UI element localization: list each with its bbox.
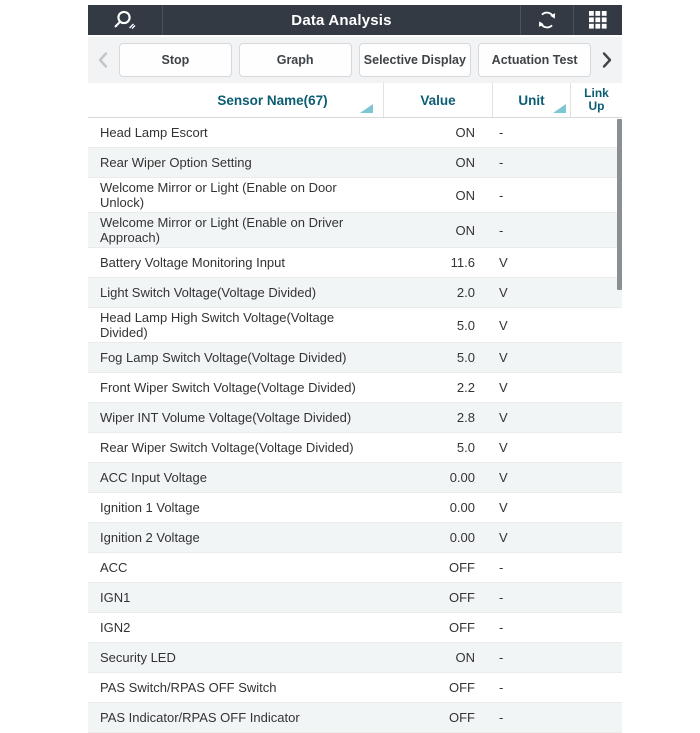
sensor-value-cell: 5.0 bbox=[456, 440, 475, 455]
sensor-link-up-cell bbox=[570, 673, 622, 702]
sensor-name-cell: ACC bbox=[100, 560, 128, 575]
column-header-label: Sensor Name(67) bbox=[217, 92, 328, 108]
sensor-value-cell: OFF bbox=[449, 710, 475, 725]
sensor-link-up-cell bbox=[570, 278, 622, 307]
grid-menu-icon bbox=[589, 11, 607, 29]
sensor-link-up-cell bbox=[570, 703, 622, 732]
sensor-unit-cell: - bbox=[499, 680, 504, 695]
sensor-link-up-cell bbox=[570, 523, 622, 552]
sensor-name-cell: Rear Wiper Option Setting bbox=[100, 155, 252, 170]
scroll-right-button[interactable] bbox=[596, 51, 618, 69]
column-header-sensor-name[interactable] bbox=[88, 83, 383, 117]
table-row[interactable] bbox=[88, 178, 622, 213]
sensor-value-cell: ON bbox=[455, 187, 475, 203]
refresh-button[interactable] bbox=[520, 5, 573, 35]
sensor-link-up-cell bbox=[570, 643, 622, 672]
sensor-unit-cell: - bbox=[499, 222, 504, 238]
scroll-left-button[interactable] bbox=[92, 51, 114, 69]
table-row[interactable] bbox=[88, 118, 622, 148]
table-row[interactable] bbox=[88, 308, 622, 343]
sensor-value-cell: 5.0 bbox=[456, 317, 475, 333]
toolbar-button-actuation-test[interactable]: Actuation Test bbox=[478, 43, 591, 77]
sensor-link-up-cell bbox=[570, 178, 622, 212]
column-header-label: Link Up bbox=[584, 86, 609, 113]
sensor-unit-cell: - bbox=[499, 187, 504, 203]
table-row[interactable] bbox=[88, 463, 622, 493]
title-bar bbox=[88, 5, 622, 35]
sensor-link-up-cell bbox=[570, 463, 622, 492]
table-row[interactable] bbox=[88, 343, 622, 373]
sensor-value-cell: 2.0 bbox=[456, 285, 475, 300]
toolbar-button-stop[interactable]: Stop bbox=[119, 43, 232, 77]
vertical-scrollbar-thumb[interactable] bbox=[617, 119, 622, 290]
sensor-name-cell: PAS Switch/RPAS OFF Switch bbox=[100, 680, 277, 695]
sensor-unit-cell: V bbox=[499, 470, 508, 485]
sensor-name-cell: Welcome Mirror or Light (Enable on Door Unlock) bbox=[100, 180, 337, 210]
sensor-link-up-cell bbox=[570, 613, 622, 642]
column-header-value[interactable] bbox=[383, 83, 492, 117]
sensor-value-cell: 2.2 bbox=[456, 380, 475, 395]
refresh-icon bbox=[536, 9, 558, 31]
sensor-value-cell: 2.8 bbox=[456, 410, 475, 425]
sensor-link-up-cell bbox=[570, 583, 622, 612]
sensor-link-up-cell bbox=[570, 553, 622, 582]
sensor-value-cell: 5.0 bbox=[456, 350, 475, 365]
sensor-value-cell: ON bbox=[455, 155, 475, 170]
page-title: Data Analysis bbox=[291, 11, 392, 29]
table-row[interactable] bbox=[88, 433, 622, 463]
sensor-unit-cell: - bbox=[499, 650, 504, 665]
sensor-link-up-cell bbox=[570, 248, 622, 277]
sensor-unit-cell: V bbox=[499, 285, 508, 300]
sensor-name-cell: IGN1 bbox=[100, 590, 131, 605]
sensor-link-up-cell bbox=[570, 148, 622, 177]
sensor-unit-cell: - bbox=[499, 125, 504, 140]
sensor-name-cell: Head Lamp High Switch Voltage(Voltage Divided) bbox=[100, 310, 335, 340]
sensor-name-cell: PAS Indicator/RPAS OFF Indicator bbox=[100, 710, 300, 725]
sensor-value-cell: OFF bbox=[449, 620, 475, 635]
sensor-unit-cell: - bbox=[499, 620, 504, 635]
sensor-value-cell: ON bbox=[455, 222, 475, 238]
sensor-unit-cell: V bbox=[499, 440, 508, 455]
sensor-name-cell: Light Switch Voltage(Voltage Divided) bbox=[100, 285, 317, 300]
column-header-label: Value bbox=[420, 92, 456, 108]
sensor-unit-cell: V bbox=[499, 255, 508, 270]
sensor-name-cell: Ignition 2 Voltage bbox=[100, 530, 200, 545]
sensor-value-cell: 11.6 bbox=[450, 255, 475, 270]
sort-indicator-icon bbox=[553, 104, 566, 113]
table-row[interactable] bbox=[88, 403, 622, 433]
table-row[interactable] bbox=[88, 583, 622, 613]
table-row[interactable] bbox=[88, 278, 622, 308]
sensor-name-cell: Welcome Mirror or Light (Enable on Driver Approach) bbox=[100, 215, 344, 245]
table-row[interactable] bbox=[88, 148, 622, 178]
sensor-unit-cell: V bbox=[499, 410, 508, 425]
sensor-table-body[interactable] bbox=[88, 118, 622, 725]
sensor-unit-cell: - bbox=[499, 710, 504, 725]
sensor-name-cell: Security LED bbox=[100, 650, 176, 665]
sensor-link-up-cell bbox=[570, 373, 622, 402]
sensor-value-cell: 0.00 bbox=[449, 530, 475, 545]
sensor-name-cell: Ignition 1 Voltage bbox=[100, 500, 200, 515]
sensor-unit-cell: - bbox=[499, 155, 504, 170]
sensor-unit-cell: V bbox=[499, 317, 508, 333]
toolbar-buttons bbox=[119, 43, 591, 77]
sensor-name-cell: Wiper INT Volume Voltage(Voltage Divided) bbox=[100, 410, 352, 425]
sensor-value-cell: ON bbox=[455, 125, 475, 140]
sensor-unit-cell: V bbox=[499, 350, 508, 365]
sensor-value-cell: 0.00 bbox=[449, 500, 475, 515]
table-row[interactable] bbox=[88, 373, 622, 403]
sensor-unit-cell: V bbox=[499, 530, 508, 545]
sensor-value-cell: 0.00 bbox=[449, 470, 475, 485]
sensor-name-cell: IGN2 bbox=[100, 620, 131, 635]
sensor-value-cell: OFF bbox=[449, 680, 475, 695]
sensor-value-cell: ON bbox=[455, 650, 475, 665]
column-header-label: Unit bbox=[518, 92, 545, 108]
apps-menu-button[interactable] bbox=[573, 5, 622, 35]
chevron-right-icon bbox=[601, 51, 613, 69]
sensor-unit-cell: - bbox=[499, 590, 504, 605]
table-row[interactable] bbox=[88, 643, 622, 673]
sensor-name-cell: Fog Lamp Switch Voltage(Voltage Divided) bbox=[100, 350, 347, 365]
column-header-unit[interactable] bbox=[492, 83, 570, 117]
search-zoom-button[interactable] bbox=[88, 5, 163, 35]
table-row[interactable] bbox=[88, 248, 622, 278]
sensor-value-cell: OFF bbox=[449, 590, 475, 605]
sensor-name-cell: Head Lamp Escort bbox=[100, 125, 208, 140]
sensor-name-cell: ACC Input Voltage bbox=[100, 470, 207, 485]
sensor-link-up-cell bbox=[570, 308, 622, 342]
sensor-link-up-cell bbox=[570, 118, 622, 147]
sensor-name-cell: Rear Wiper Switch Voltage(Voltage Divided) bbox=[100, 440, 354, 455]
data-analysis-app bbox=[88, 5, 622, 725]
table-header bbox=[88, 83, 622, 118]
toolbar-button-graph[interactable]: Graph bbox=[239, 43, 352, 77]
sensor-unit-cell: - bbox=[499, 560, 504, 575]
table-row[interactable] bbox=[88, 523, 622, 553]
sensor-link-up-cell bbox=[570, 493, 622, 522]
sort-indicator-icon bbox=[360, 104, 373, 113]
sensor-link-up-cell bbox=[570, 403, 622, 432]
sensor-link-up-cell bbox=[570, 343, 622, 372]
column-header-link-up[interactable] bbox=[570, 83, 622, 117]
search-zoom-icon bbox=[111, 8, 139, 32]
sensor-link-up-cell bbox=[570, 433, 622, 462]
action-toolbar bbox=[88, 37, 622, 83]
table-row[interactable] bbox=[88, 553, 622, 583]
table-row[interactable] bbox=[88, 493, 622, 523]
toolbar-button-selective-display[interactable]: Selective Display bbox=[359, 43, 472, 77]
sensor-name-cell: Battery Voltage Monitoring Input bbox=[100, 255, 286, 270]
sensor-name-cell: Front Wiper Switch Voltage(Voltage Divided) bbox=[100, 380, 356, 395]
table-row[interactable] bbox=[88, 213, 622, 248]
chevron-left-icon bbox=[97, 51, 109, 69]
table-row[interactable] bbox=[88, 703, 622, 733]
table-row[interactable] bbox=[88, 613, 622, 643]
sensor-value-cell: OFF bbox=[449, 560, 475, 575]
table-row[interactable] bbox=[88, 673, 622, 703]
sensor-unit-cell: V bbox=[499, 380, 508, 395]
sensor-unit-cell: V bbox=[499, 500, 508, 515]
sensor-link-up-cell bbox=[570, 213, 622, 247]
